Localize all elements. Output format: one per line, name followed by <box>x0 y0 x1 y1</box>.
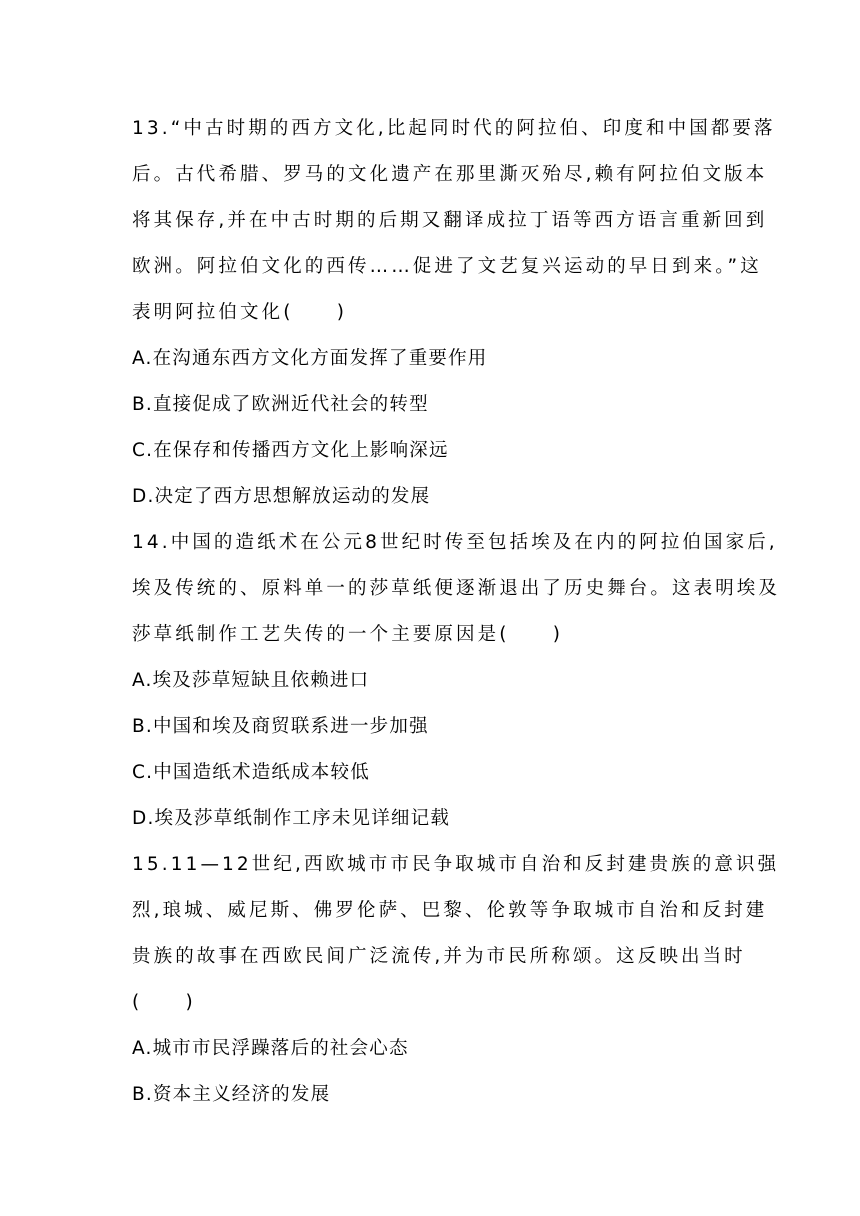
question-13-option-c: C.在保存和传播西方文化上影响深远 <box>132 440 449 461</box>
question-14-option-d: D.埃及莎草纸制作工序未见详细记载 <box>132 808 451 829</box>
question-14-stem-line-3: 莎草纸制作工艺失传的一个主要原因是( ) <box>132 624 564 645</box>
question-13-option-a: A.在沟通东西方文化方面发挥了重要作用 <box>132 348 488 369</box>
question-15-option-b: B.资本主义经济的发展 <box>132 1084 331 1105</box>
question-13-stem-line-2: 后。古代希腊、罗马的文化遗产在那里澌灭殆尽,赖有阿拉伯文版本 <box>132 164 768 185</box>
question-13-option-d: D.决定了西方思想解放运动的发展 <box>132 486 431 507</box>
question-14-stem-line-2: 埃及传统的、原料单一的莎草纸便逐渐退出了历史舞台。这表明埃及 <box>132 578 781 599</box>
question-14 <box>132 520 781 842</box>
document-page <box>132 106 781 1118</box>
question-13-stem-line-3: 将其保存,并在中古时期的后期又翻译成拉丁语等西方语言重新回到 <box>132 210 768 231</box>
question-14-stem-line-1: 14.中国的造纸术在公元8世纪时传至包括埃及在内的阿拉伯国家后, <box>132 532 778 553</box>
question-15-stem-line-3: 贵族的故事在西欧民间广泛流传,并为市民所称颂。这反映出当时 <box>132 946 746 967</box>
question-13-option-b: B.直接促成了欧洲近代社会的转型 <box>132 394 429 415</box>
question-14-option-a: A.埃及莎草短缺且依赖进口 <box>132 670 370 691</box>
question-15 <box>132 842 780 1118</box>
question-15-option-a: A.城市市民浮躁落后的社会心态 <box>132 1038 409 1059</box>
question-14-option-b: B.中国和埃及商贸联系进一步加强 <box>132 716 429 737</box>
question-14-option-c: C.中国造纸术造纸成本较低 <box>132 762 370 783</box>
question-15-stem-line-2: 烈,琅城、威尼斯、佛罗伦萨、巴黎、伦敦等争取城市自治和反封建 <box>132 900 768 921</box>
question-13-stem-line-1: 13.“中古时期的西方文化,比起同时代的阿拉伯、印度和中国都要落 <box>132 118 776 139</box>
question-13-stem-line-5: 表明阿拉伯文化( ) <box>132 302 348 323</box>
question-13 <box>132 106 776 520</box>
question-13-stem-line-4: 欧洲。阿拉伯文化的西传……促进了文艺复兴运动的早日到来。”这 <box>132 256 762 277</box>
question-15-stem-line-4: ( ) <box>132 992 196 1013</box>
question-15-stem-line-1: 15.11—12世纪,西欧城市市民争取城市自治和反封建贵族的意识强 <box>132 854 780 875</box>
